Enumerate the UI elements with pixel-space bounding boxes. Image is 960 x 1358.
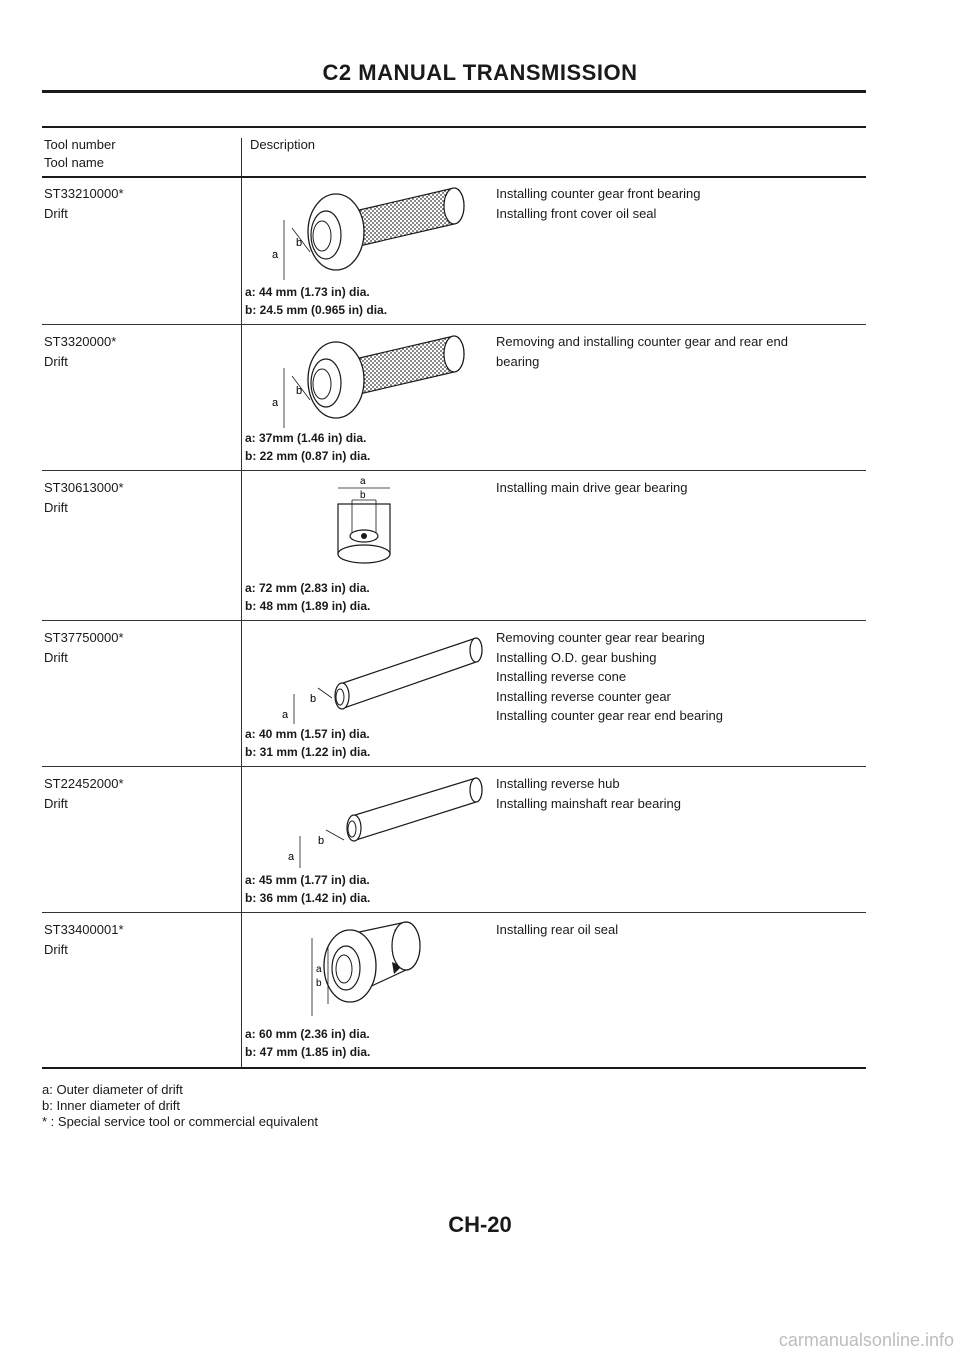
label-b: b [360,490,366,501]
label-b: b [316,978,322,989]
tool-name: Drift [44,354,68,369]
drift-illustration [254,770,494,880]
tool-name: Drift [44,942,68,957]
label-a: a [272,249,279,261]
watermark: carmanualsonline.info [778,1330,954,1350]
table-row [42,326,866,472]
tool-dimensions [245,429,370,465]
header-tool-column [44,136,116,172]
tool-id [44,920,124,960]
tool-uses [496,332,788,371]
tool-number: ST3320000* [44,334,117,349]
drift-illustration [254,180,494,290]
label-b: b [296,237,303,249]
header-description: Description [250,137,316,152]
row-rule [42,766,866,767]
tool-name: Drift [44,650,68,665]
page-number: CH-20 [448,1212,512,1237]
drift-illustration [254,624,494,734]
use-item: Installing rear oil seal [496,922,619,937]
tool-dimensions [245,283,387,319]
tool-number: ST37750000* [44,630,124,645]
use-item: Installing main drive gear bearing [496,480,688,495]
footnotes [42,1082,318,1130]
use-item: Installing reverse counter gear [496,688,671,704]
tool-number: ST33400001* [44,922,124,937]
table-row [42,914,866,1068]
dimension-a: a: 45 mm (1.77 in) dia. [245,873,370,887]
footnote-a: a: Outer diameter of drift [42,1082,183,1097]
tool-number: ST33210000* [44,186,124,201]
label-a: a [272,397,279,409]
row-rule [42,324,866,325]
dimension-b: b: 36 mm (1.42 in) dia. [245,891,371,905]
dimension-b: b: 24.5 mm (0.965 in) dia. [245,303,388,317]
tool-dimensions [245,1025,370,1061]
use-item: Installing counter gear rear end bearing [496,708,723,723]
tool-uses [496,184,701,223]
footnote-b: b: Inner diameter of drift [42,1098,181,1113]
dimension-b: b: 31 mm (1.22 in) dia. [245,745,371,759]
label-b: b [310,693,317,705]
dimension-a: a: 40 mm (1.57 in) dia. [245,727,370,741]
dimension-a: a: 44 mm (1.73 in) dia. [245,285,370,299]
use-item: Removing and installing counter gear and rear end [496,334,788,349]
label-a: a [360,476,366,487]
dimension-b: b: 22 mm (0.87 in) dia. [245,449,371,463]
tool-name: Drift [44,796,68,811]
use-item: bearing [496,353,540,369]
tool-id [44,774,124,814]
tool-id [44,478,124,518]
tool-name: Drift [44,500,68,515]
page-title: C2 MANUAL TRANSMISSION [322,60,638,85]
row-rule [42,620,866,621]
use-item: Installing O.D. gear bushing [496,649,657,665]
dimension-a: a: 37mm (1.46 in) dia. [245,431,367,445]
title-rule [42,90,866,93]
header-tool-number: Tool number [44,137,116,152]
table-row [42,622,866,768]
drift-illustration [254,328,494,438]
header-tool-name: Tool name [44,155,104,170]
tool-name: Drift [44,206,68,221]
row-rule [42,912,866,913]
tool-uses [496,478,688,498]
use-item: Removing counter gear rear bearing [496,630,705,645]
tool-dimensions [245,725,370,761]
use-item: Installing mainshaft rear bearing [496,795,681,811]
table-row [42,178,866,326]
use-item: Installing reverse hub [496,776,620,791]
tool-id [44,184,124,224]
row-rule [42,470,866,471]
drift-illustration [254,916,494,1026]
label-b: b [318,835,325,847]
use-item: Installing front cover oil seal [496,205,657,221]
dimension-a: a: 60 mm (2.36 in) dia. [245,1027,370,1041]
label-b: b [296,385,303,397]
dimension-b: b: 47 mm (1.85 in) dia. [245,1045,371,1059]
tool-id [44,332,116,372]
table-bottom-rule [42,1067,866,1069]
label-a: a [288,851,295,863]
tool-number: ST30613000* [44,480,124,495]
tool-id [44,628,124,668]
label-a: a [316,964,322,975]
dimension-b: b: 48 mm (1.89 in) dia. [245,599,371,613]
tool-uses [496,920,618,940]
use-item: Installing reverse cone [496,669,627,684]
label-a: a [282,709,289,721]
tool-number: ST22452000* [44,776,124,791]
use-item: Installing counter gear front bearing [496,186,701,201]
table-row [42,768,866,914]
table-row [42,472,866,622]
drift-illustration [254,474,494,584]
table-top-rule [42,126,866,128]
tool-uses [496,628,723,726]
tool-uses [496,774,681,813]
tool-dimensions [245,871,370,907]
tool-dimensions [245,579,370,615]
footnote-asterisk: * : Special service tool or commercial equivalent [42,1114,319,1129]
dimension-a: a: 72 mm (2.83 in) dia. [245,581,370,595]
